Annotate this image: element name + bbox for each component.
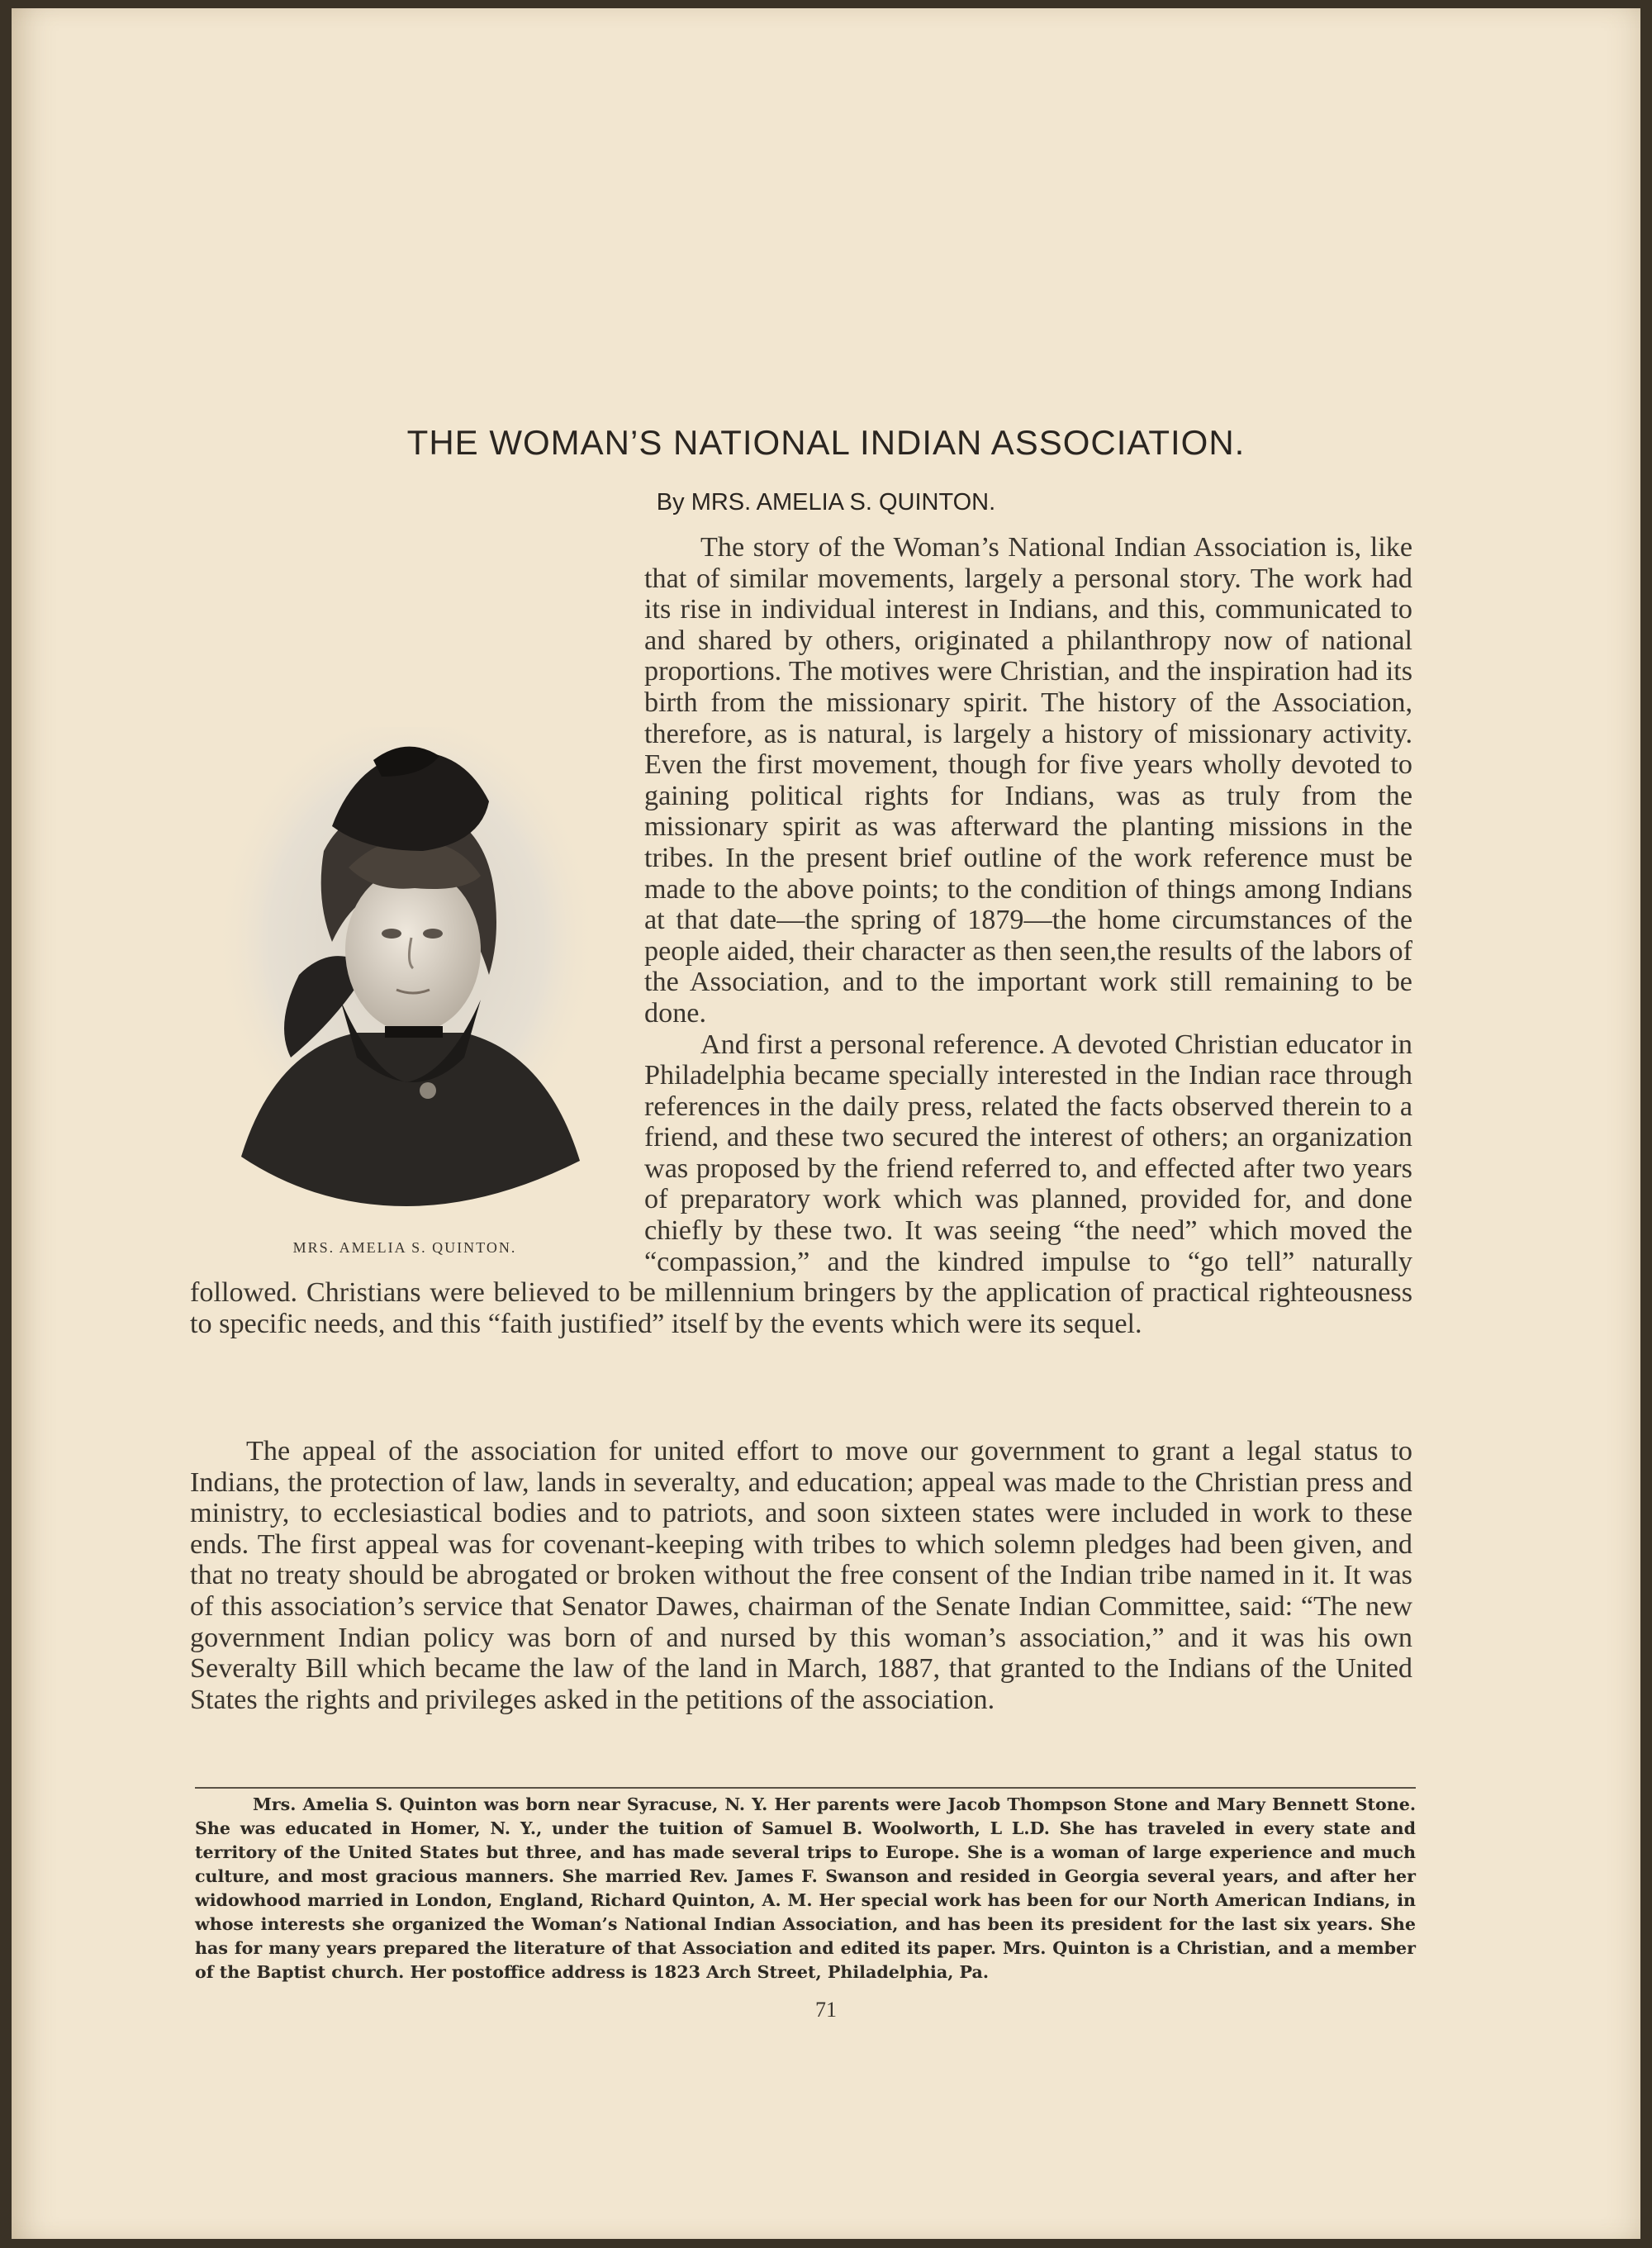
portrait-illustration — [216, 727, 596, 1206]
article-byline: By MRS. AMELIA S. QUINTON. — [656, 489, 996, 516]
page-number: 71 — [815, 1998, 837, 2022]
paragraph-1: The story of the Woman’s National Indian Association is, like that of similar movements, largely a personal story. The work had its rise in individual interest in Indians, and this, communicated to and shared by others, originated a philanthropy now of national proportions. The motives were Christian, and the inspiration had its birth from the missionary spirit. The history of the Association, therefore, as is natural, is largely a history of missionary activity. Even the first movement, though for five years wholly devoted to gaining political rights for Indians, was as truly from the missionary spirit as was afterward the planting missions in the tribes. In the present brief outline of the work reference must be made to the above points; to the condition of things among Indians at that date—the spring of 1879—the home circumstances of the people aided, their character as then seen,the results of the labors of the Association, and to the important work still remaining to be done. — [644, 532, 1412, 1029]
article-title: THE WOMAN’S NATIONAL INDIAN ASSOCIATION. — [406, 423, 1246, 462]
portrait-photo — [216, 727, 596, 1206]
biographical-footnote: Mrs. Amelia S. Quinton was born near Syracuse, N. Y. Her parents were Jacob Thompson Stone and Mary Bennett Stone. She was educated in Homer, N. Y., under the tuition of Samuel B. Woolworth, L L.D. She has traveled in every state and territory of the United States but three, and has made several trips to Europe. She is a woman of large experience and much culture, and most gracious manners. She married Rev. James F. Swanson and resided in Georgia several years, and after her widowhood married in London, England, Richard Quinton, A. M. Her special work has been for our North American Indians, in whose interests she organized the Woman’s National Indian Association, and has been its president for the last six years. She has for many years prepared the literature of that Association and edited its paper. Mrs. Quinton is a Christian, and a member of the Baptist church. Her postoffice address is 1823 Arch Street, Philadelphia, Pa. — [195, 1794, 1416, 1982]
footnote-divider — [195, 1787, 1416, 1789]
paragraph-3: The appeal of the association for united effort to move our government to grant a legal status to Indians, the protection of law, lands in severalty, and education; appeal was made to the Christian press and ministry, to ecclesiastical bodies and to patriots, and soon sixteen states were included in work to these ends. The first appeal was for covenant-keeping with tribes to which solemn pledges had been given, and that no treaty should be abrogated or broken without the free consent of the Indian tribe named in it. It was of this association’s service that Senator Dawes, chairman of the Senate Indian Committee, said: “The new government Indian policy was born of and nursed by this woman’s association,” and it was his own Severalty Bill which became the law of the land in March, 1887, that granted to the Indians of the United States the rights and privileges asked in the petitions of the association. — [190, 1436, 1412, 1715]
portrait-caption: MRS. AMELIA S. QUINTON. — [292, 1239, 517, 1256]
paragraph-2: And first a personal reference. A devoted Christian educator in Philadelphia became specially interested in the Indian race through references in the daily press, related the facts observed therein to a friend, and these two secured the interest of others; an organization was proposed by the friend referred to, and effected after two years of preparatory work which was planned, provided for, and done chiefly by these two. It was seeing “the need” which moved the “compassion,” and the kindred impulse to “go tell” naturally followed. Christians were believed to be millennium bringers by the application of practical righteousness to specific needs, and this “faith justified” itself by the events which were its sequel. — [190, 1029, 1412, 1339]
